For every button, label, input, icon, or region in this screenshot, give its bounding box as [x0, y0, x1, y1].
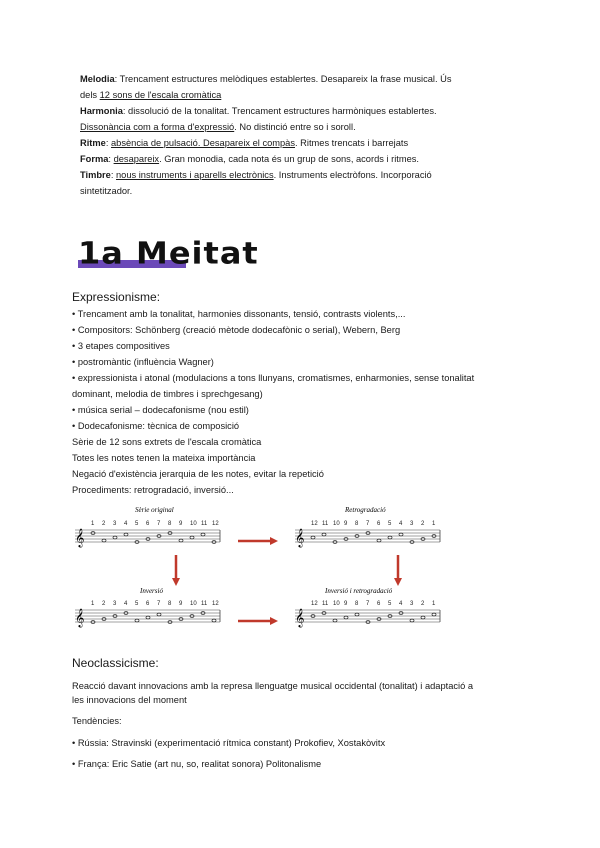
treble-clef-icon: 𝄞: [295, 608, 305, 627]
forma-text: . Gran monodia, cada nota és un grup de sons, acords i ritmes.: [159, 154, 420, 164]
timbre-sep: :: [110, 170, 116, 180]
note-head: [344, 616, 348, 619]
forma-label: Forma: [80, 154, 109, 164]
harmonia-line-2: [80, 119, 356, 135]
note-head: [421, 616, 425, 619]
note-number: 7: [366, 521, 370, 527]
melodia-label: Melodia: [80, 74, 115, 84]
note-number: 12: [311, 521, 318, 527]
note-number: 5: [135, 601, 139, 607]
timbre-text: . Instruments electròfons. Incorporació: [273, 170, 432, 180]
note-number: 9: [179, 601, 183, 607]
music-staff: [295, 521, 440, 548]
expressionisme-line: • Trencament amb la tonalitat, harmonies dissonants, tensió, contrasts violents,...: [72, 309, 406, 319]
harmonia-label: Harmonia: [80, 106, 123, 116]
note-head: [146, 616, 150, 619]
note-number: 6: [377, 521, 381, 527]
note-number: 3: [113, 601, 117, 607]
neo-tendencies: Tendències:: [72, 716, 122, 726]
note-number: 4: [399, 521, 403, 527]
note-number: 2: [102, 521, 106, 527]
note-number: 2: [421, 601, 425, 607]
note-number: 5: [388, 521, 392, 527]
expressionisme-line: • 3 etapes compositives: [72, 341, 170, 351]
expressionisme-title: Expressionisme:: [72, 290, 161, 304]
arrow-down-left: [172, 555, 180, 586]
note-number: 4: [399, 601, 403, 607]
note-head: [135, 619, 139, 622]
ritme-text: . Ritmes trencats i barrejats: [295, 138, 409, 148]
note-number: 6: [146, 521, 150, 527]
ritme-line: [80, 135, 408, 151]
expressionisme-line: Totes les notes tenen la mateixa importància: [72, 453, 256, 463]
label-retrogradacio: Retrogradació: [345, 506, 386, 514]
music-staff: [75, 601, 220, 628]
heading-block: [78, 234, 259, 272]
note-number: 7: [157, 521, 161, 527]
arrow-right-top: [238, 537, 278, 545]
expressionisme-line: • música serial – dodecafonisme (nou estil): [72, 405, 249, 415]
note-number: 10: [333, 601, 340, 607]
neo-franca: • França: Eric Satie (art nu, so, realitat sonora) Politonalisme: [72, 759, 322, 769]
arrow-right-bottom: [238, 617, 278, 625]
note-head: [157, 613, 161, 616]
note-number: 12: [212, 521, 219, 527]
expressionisme-line: • Compositors: Schönberg (creació mètode dodecafònic o serial), Webern, Berg: [72, 325, 401, 335]
note-number: 3: [410, 521, 414, 527]
twelve-tone-figure: [70, 500, 520, 640]
melodia-line-1: [80, 71, 452, 87]
note-head: [399, 533, 403, 536]
note-number: 1: [91, 601, 95, 607]
ritme-underlined: absència de pulsació. Desapareix el compàs: [111, 138, 295, 148]
neoclassicisme-title: Neoclassicisme:: [72, 656, 159, 670]
note-head: [355, 613, 359, 616]
note-number: 6: [377, 601, 381, 607]
label-serie-original: Sèrie original: [135, 506, 174, 514]
harmonia-underlined: Dissonància com a forma d'expressió: [80, 122, 235, 132]
note-number: 1: [91, 521, 95, 527]
expressionisme-line: Procediments: retrogradació, inversió...: [72, 485, 234, 495]
timbre-label: Timbre: [80, 170, 111, 180]
note-number: 11: [201, 521, 208, 527]
expressionisme-line: Negació d'existència jerarquia de les notes, evitar la repetició: [72, 469, 324, 479]
note-head: [388, 536, 392, 539]
forma-underlined: desapareix: [113, 154, 160, 164]
note-number: 11: [201, 601, 208, 607]
note-head: [201, 533, 205, 536]
note-number: 11: [322, 601, 329, 607]
note-head: [190, 536, 194, 539]
note-number: 8: [355, 521, 359, 527]
expressionisme-line: • postromàntic (influència Wagner): [72, 357, 214, 367]
timbre-text-2: sintetitzador.: [80, 186, 133, 196]
expressionisme-line: dominant, melodia de timbres i sprechgesang): [72, 389, 263, 399]
note-head: [102, 539, 106, 542]
harmonia-text: : dissolució de la tonalitat. Trencament estructures harmòniques establertes.: [122, 106, 437, 116]
timbre-line-2: [80, 183, 132, 199]
note-head: [322, 533, 326, 536]
timbre-underlined: nous instruments i aparells electrònics: [116, 170, 274, 180]
note-number: 12: [311, 601, 318, 607]
timbre-line: [80, 167, 432, 183]
melodia-line-2: [80, 87, 221, 103]
arrow-down-right: [394, 555, 402, 586]
note-number: 9: [179, 521, 183, 527]
harmonia-text-2: . No distinció entre so i soroll.: [234, 122, 356, 132]
neo-russia: • Rússia: Stravinski (experimentació rítmica constant) Prokofiev, Xostakòvitx: [72, 738, 386, 748]
note-number: 9: [344, 601, 348, 607]
note-number: 4: [124, 521, 128, 527]
note-number: 10: [333, 521, 340, 527]
page-heading: 1a Meitat: [78, 234, 259, 272]
expressionisme-line: Sèrie de 12 sons extrets de l'escala cromàtica: [72, 437, 262, 447]
expressionisme-list: [72, 306, 474, 498]
note-number: 6: [146, 601, 150, 607]
note-number: 10: [190, 601, 197, 607]
label-inversio-retrogradacio: Inversió i retrogradació: [325, 587, 393, 595]
note-head: [377, 539, 381, 542]
note-head: [124, 533, 128, 536]
music-staff: [75, 521, 220, 548]
melodia-text: : Trencament estructures melòdiques establertes. Desapareix la frase musical. Ús: [114, 74, 452, 84]
note-number: 7: [366, 601, 370, 607]
note-number: 5: [135, 521, 139, 527]
note-number: 1: [432, 601, 436, 607]
neo-paragraph-line-2: les innovacions del moment: [72, 695, 187, 705]
treble-clef-icon: 𝄞: [75, 608, 85, 627]
treble-clef-icon: 𝄞: [295, 528, 305, 547]
note-number: 2: [421, 521, 425, 527]
label-inversio: Inversió: [140, 587, 163, 595]
note-head: [113, 536, 117, 539]
melodia-text-2: dels: [80, 90, 100, 100]
treble-clef-icon: 𝄞: [75, 528, 85, 547]
note-number: 1: [432, 521, 436, 527]
note-number: 3: [113, 521, 117, 527]
harmonia-line: [80, 103, 437, 119]
note-head: [179, 539, 183, 542]
note-head: [333, 619, 337, 622]
note-number: 2: [102, 601, 106, 607]
note-head: [410, 619, 414, 622]
note-number: 10: [190, 521, 197, 527]
note-number: 12: [212, 601, 219, 607]
note-number: 4: [124, 601, 128, 607]
neo-paragraph-line-1: Reacció davant innovacions amb la represa llenguatge musical occidental (tonalitat) i adaptació a: [72, 681, 474, 691]
expressionisme-line: • Dodecafonisme: tècnica de composició: [72, 421, 240, 431]
forma-sep: :: [108, 154, 114, 164]
note-number: 8: [168, 601, 172, 607]
note-number: 8: [168, 521, 172, 527]
music-staff: [295, 601, 440, 628]
forma-line: [80, 151, 419, 167]
note-number: 11: [322, 521, 329, 527]
note-number: 3: [410, 601, 414, 607]
note-head: [311, 536, 315, 539]
note-number: 7: [157, 601, 161, 607]
melodia-underlined: 12 sons de l'escala cromàtica: [99, 90, 222, 100]
ritme-label: Ritme: [80, 138, 106, 148]
note-head: [212, 619, 216, 622]
note-number: 5: [388, 601, 392, 607]
note-head: [432, 613, 436, 616]
expressionisme-line: • expressionista i atonal (modulacions a tons llunyans, cromatismes, enharmonies, sense tonalitat: [72, 373, 475, 383]
ritme-sep: :: [105, 138, 112, 148]
note-number: 8: [355, 601, 359, 607]
note-number: 9: [344, 521, 348, 527]
